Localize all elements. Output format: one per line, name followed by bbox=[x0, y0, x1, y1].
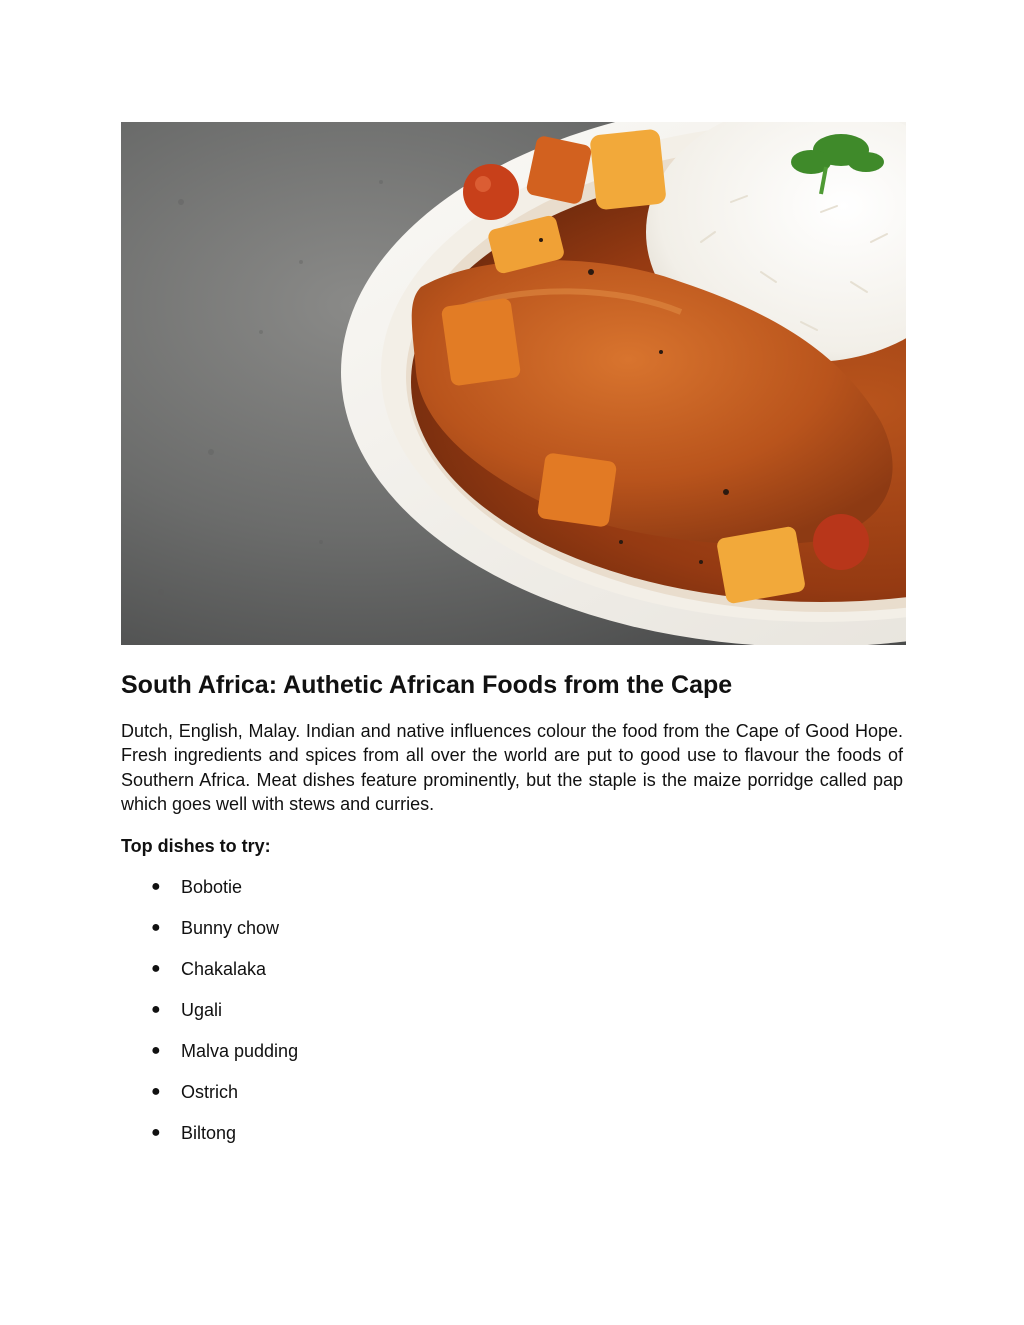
food-photo bbox=[121, 122, 906, 645]
bullet-icon: ● bbox=[151, 878, 161, 895]
dish-name: Ugali bbox=[181, 1000, 223, 1020]
intro-paragraph: Dutch, English, Malay. Indian and native influences colour the food from the Cape of Good Hope. Fresh ingredients and spices from all over the world are put to good use to flavour the foods of Southern Africa. Meat dishes feature prominently, but the staple is the maize porridge called pap which goes well with stews and curries. bbox=[121, 721, 903, 815]
food-photo-illustration bbox=[121, 122, 906, 645]
bullet-icon: ● bbox=[151, 919, 161, 936]
dish-name: Bobotie bbox=[181, 877, 243, 897]
dish-name: Chakalaka bbox=[181, 959, 267, 979]
dish-name: Ostrich bbox=[181, 1082, 239, 1102]
article-title: South Africa: Authetic African Foods from the Cape bbox=[121, 671, 733, 699]
bullet-icon: ● bbox=[151, 1001, 161, 1018]
dish-name: Biltong bbox=[181, 1123, 237, 1143]
bullet-icon: ● bbox=[151, 1124, 161, 1141]
bullet-icon: ● bbox=[151, 1083, 161, 1100]
bullet-icon: ● bbox=[151, 960, 161, 977]
bullet-icon: ● bbox=[151, 1042, 161, 1059]
dishes-heading: Top dishes to try: bbox=[121, 836, 271, 856]
dish-name: Bunny chow bbox=[181, 918, 280, 938]
dish-name: Malva pudding bbox=[181, 1041, 299, 1061]
